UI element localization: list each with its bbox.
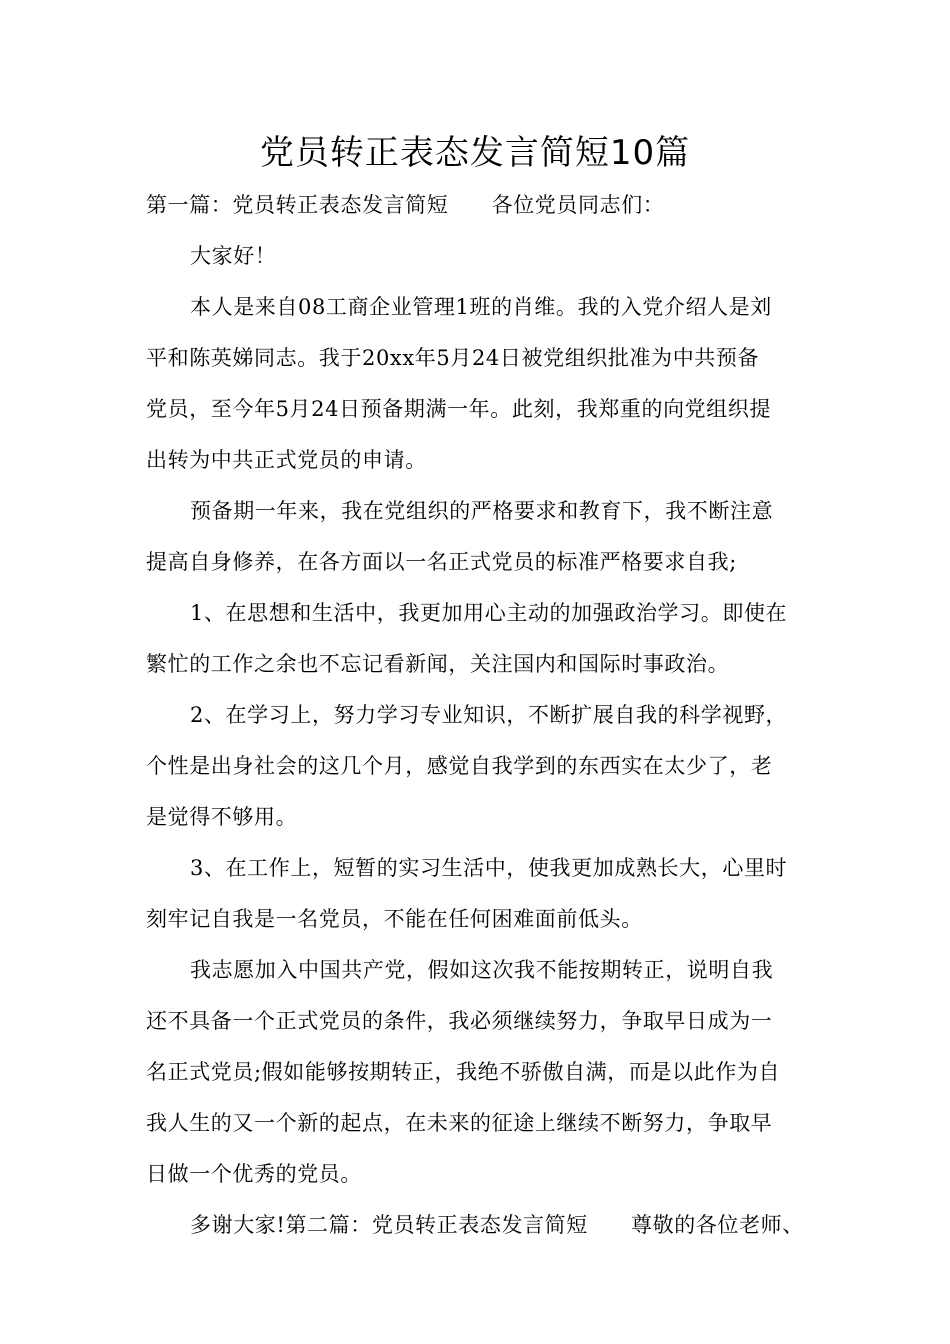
document-body (146, 180, 811, 1251)
text-line: 名正式党员;假如能够按期转正，我绝不骄傲自满，而是以此作为自 (146, 1060, 781, 1084)
text-line: 还不具备一个正式党员的条件，我必须继续努力，争取早日成为一 (146, 1009, 773, 1033)
text-line: 刻牢记自我是一名党员，不能在任何困难面前低头。 (146, 907, 643, 931)
text-line: 是觉得不够用。 (146, 805, 298, 829)
text-line: 繁忙的工作之余也不忘记看新闻，关注国内和国际时事政治。 (146, 652, 730, 676)
document-title: 党员转正表态发言简短10篇 (259, 133, 691, 173)
text-line: 预备期一年来，我在党组织的严格要求和教育下，我不断注意 (190, 499, 774, 523)
text-line: 本人是来自08工商企业管理1班的肖维。我的入党介绍人是刘 (190, 295, 772, 319)
text-line: 个性是出身社会的这几个月，感觉自我学到的东西实在太少了，老 (146, 754, 773, 778)
text-line: 出转为中共正式党员的申请。 (146, 448, 427, 472)
text-line: 大家好！ (190, 244, 277, 268)
text-line: 3、在工作上，短暂的实习生活中，使我更加成熟长大，心里时 (190, 856, 788, 880)
text-line: 平和陈英娣同志。我于20xx年5月24日被党组织批准为中共预备 (146, 346, 760, 370)
text-line: 多谢大家!第二篇：党员转正表态发言简短 尊敬的各位老师、 (190, 1213, 804, 1237)
text-line: 第一篇：党员转正表态发言简短 各位党员同志们： (146, 193, 665, 217)
text-line: 党员，至今年5月24日预备期满一年。此刻，我郑重的向党组织提 (146, 397, 772, 421)
text-line: 日做一个优秀的党员。 (146, 1162, 362, 1186)
text-line: 1、在思想和生活中，我更加用心主动的加强政治学习。即使在 (190, 601, 788, 625)
text-line: 提高自身修养，在各方面以一名正式党员的标准严格要求自我; (146, 550, 737, 574)
text-line: 我志愿加入中国共产党，假如这次我不能按期转正，说明自我 (190, 958, 774, 982)
text-line: 2、在学习上，努力学习专业知识，不断扩展自我的科学视野， (190, 703, 788, 727)
text-line: 我人生的又一个新的起点，在未来的征途上继续不断努力，争取早 (146, 1111, 773, 1135)
